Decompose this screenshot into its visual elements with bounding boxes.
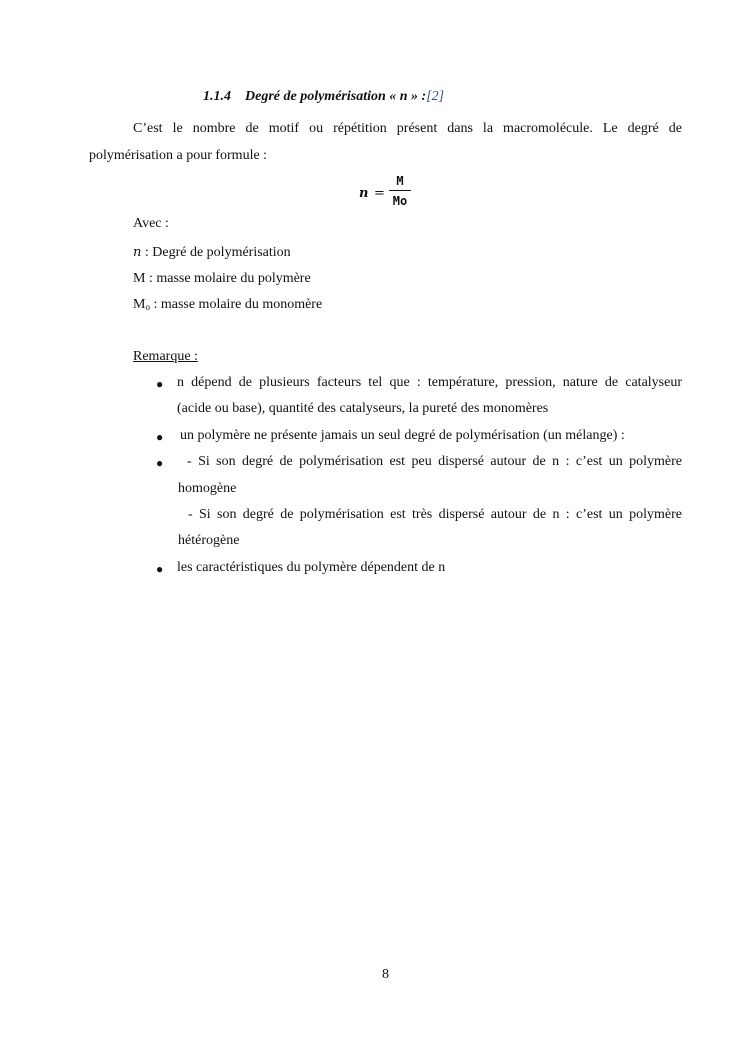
- bullet-icon: ●: [156, 377, 164, 391]
- bullet-1-line-2: (acide ou base), quantité des catalyseurs, la pureté des monomères: [177, 401, 549, 416]
- page-number: 8: [382, 967, 389, 982]
- definition-symbol: M: [133, 271, 146, 286]
- bullet-3-line-2: homogène: [178, 481, 237, 496]
- definition-text: : Degré de polymérisation: [141, 245, 291, 260]
- section-heading: [203, 89, 444, 105]
- intro-line-2: polymérisation a pour formule :: [89, 148, 268, 163]
- formula-equals: =: [374, 186, 385, 201]
- definition-subscript: o: [145, 302, 150, 312]
- section-title: Degré de polymérisation « n » :: [245, 89, 427, 104]
- formula-numerator: M: [396, 174, 404, 188]
- formula-denominator: Mo: [392, 194, 408, 208]
- definition-m: [133, 271, 311, 287]
- formula-fraction: [389, 173, 411, 209]
- bullet-icon: ●: [156, 456, 164, 470]
- bullet-3-line-4: hétérogène: [178, 533, 240, 548]
- intro-line-1: C’est le nombre de motif ou répétition présent dans la macromolécule. Le degré de: [133, 121, 682, 136]
- definition-mo: [133, 297, 322, 313]
- formula-lhs: n: [359, 186, 369, 201]
- avec-label: Avec :: [133, 216, 169, 231]
- bullet-3-line-1: - Si son degré de polymérisation est peu dispersé autour de n : c’est un polymère: [187, 454, 682, 469]
- bullet-4-line-1: les caractéristiques du polymère dépendent de n: [177, 560, 446, 575]
- citation-ref: [2]: [426, 89, 445, 104]
- definition-symbol: M: [133, 297, 146, 312]
- definition-text: : masse molaire du monomère: [149, 297, 323, 312]
- remarque-heading: Remarque :: [133, 349, 198, 364]
- section-number: 1.1.4: [203, 89, 231, 104]
- definition-symbol: n: [133, 245, 142, 260]
- bullet-1-line-1: n dépend de plusieurs facteurs tel que : température, pression, nature de catalyseur: [177, 375, 682, 390]
- fraction-bar: [389, 190, 411, 191]
- definition-text: : masse molaire du polymère: [145, 271, 311, 286]
- definition-n: [133, 245, 291, 261]
- bullet-icon: ●: [156, 430, 164, 444]
- bullet-3-line-3: - Si son degré de polymérisation est très dispersé autour de n : c’est un polymère: [188, 507, 682, 522]
- bullet-2-line-1: un polymère ne présente jamais un seul degré de polymérisation (un mélange) :: [180, 428, 625, 443]
- bullet-icon: ●: [156, 562, 164, 576]
